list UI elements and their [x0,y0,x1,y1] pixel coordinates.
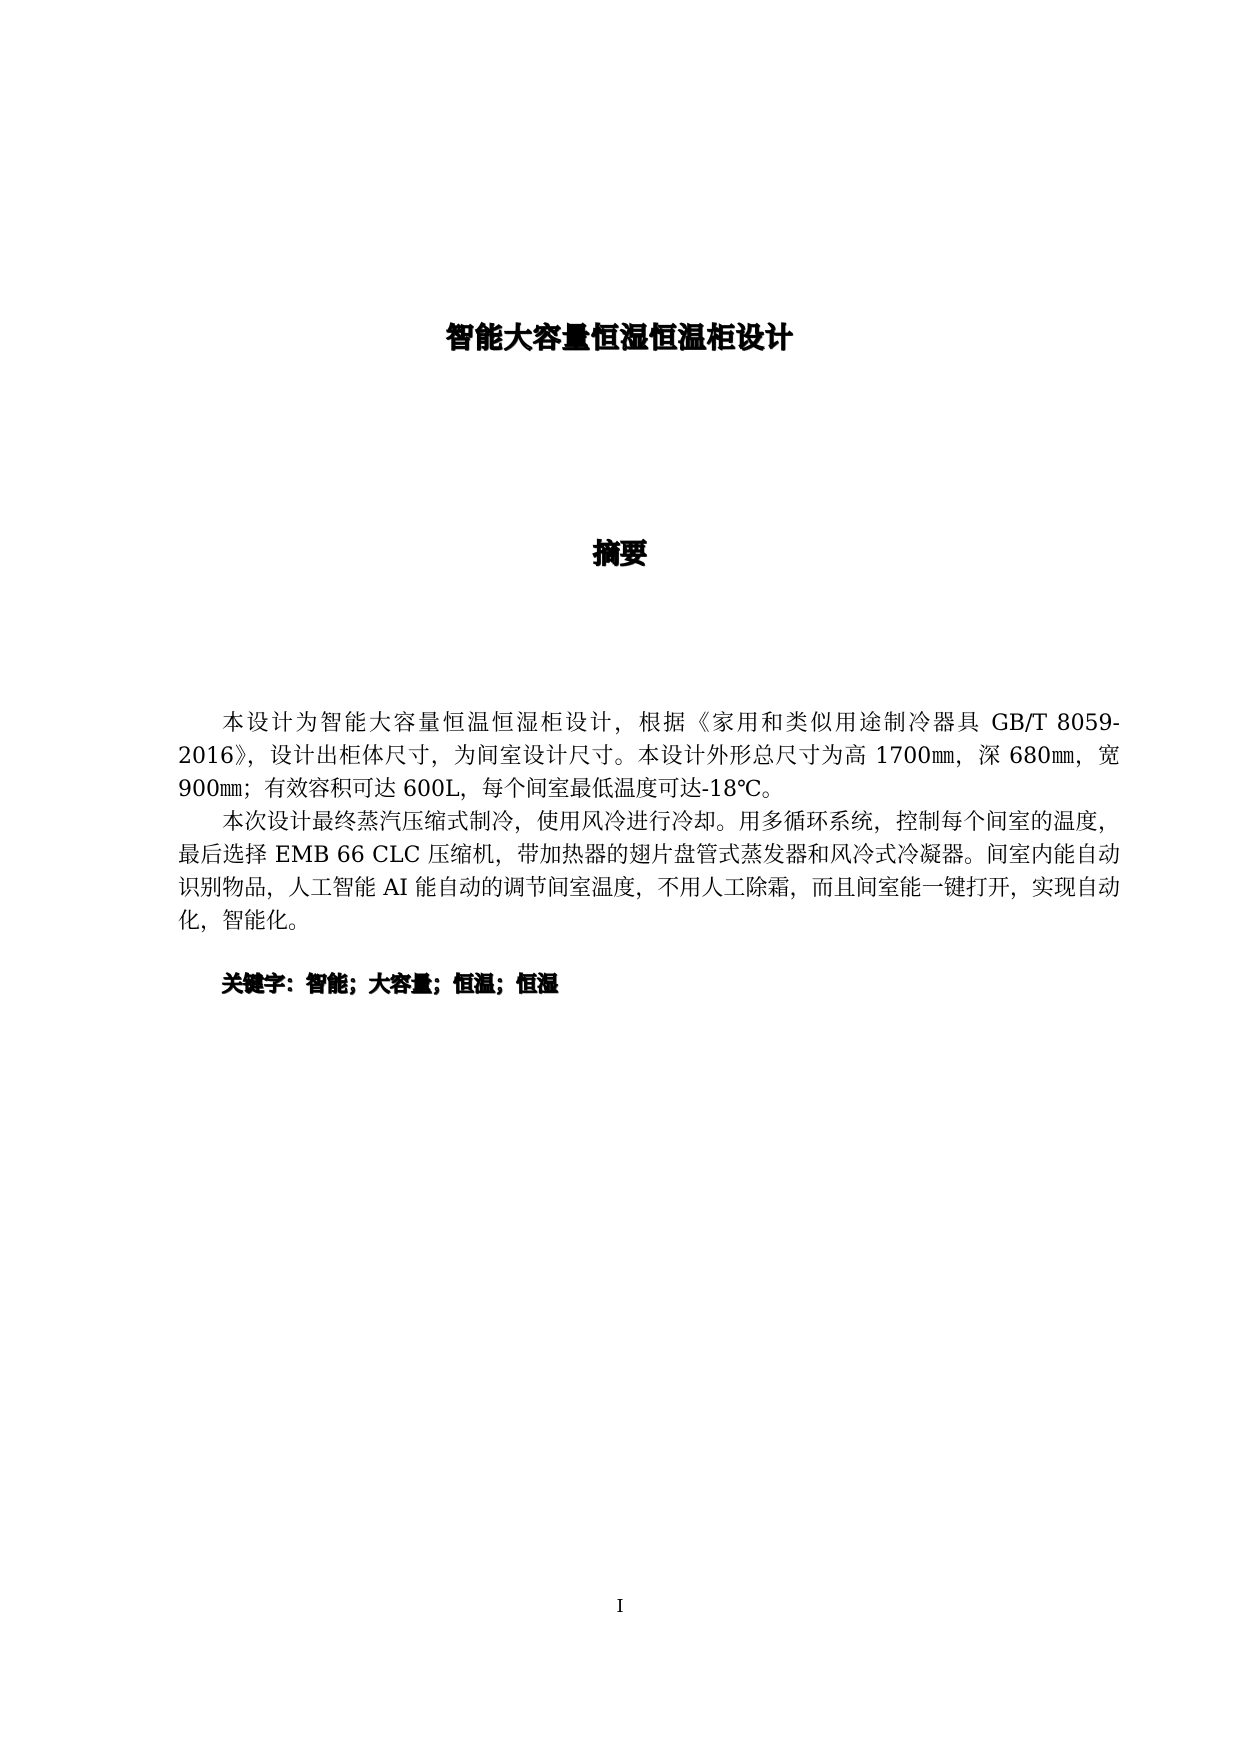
abstract-heading: 摘要 [593,539,647,570]
abstract-body [178,707,1120,938]
document-title: 智能大容量恒湿恒温柜设计 [445,321,794,354]
abstract-paragraph-2: 本次设计最终蒸汽压缩式制冷，使用风冷进行冷却。用多循环系统，控制每个间室的温度，最后选择 EMB 66 CLC 压缩机，带加热器的翅片盘管式蒸发器和风冷式冷凝器。间室内能自动识别物品，人工智能 AI 能自动的调节间室温度，不用人工除霜，而且间室能一键打开，实现自动化，智能化。 [178,810,1120,934]
abstract-paragraph-1: 本设计为智能大容量恒温恒湿柜设计，根据《家用和类似用途制冷器具 GB/T 8059-2016》，设计出柜体尺寸，为间室设计尺寸。本设计外形总尺寸为高 1700㎜，深 680㎜，宽 900㎜；有效容积可达 600L，每个间室最低温度可达-18℃。 [178,711,1120,802]
page-number: I [616,1596,624,1617]
keywords-line: 关键字：智能；大容量；恒温；恒湿 [222,972,558,996]
